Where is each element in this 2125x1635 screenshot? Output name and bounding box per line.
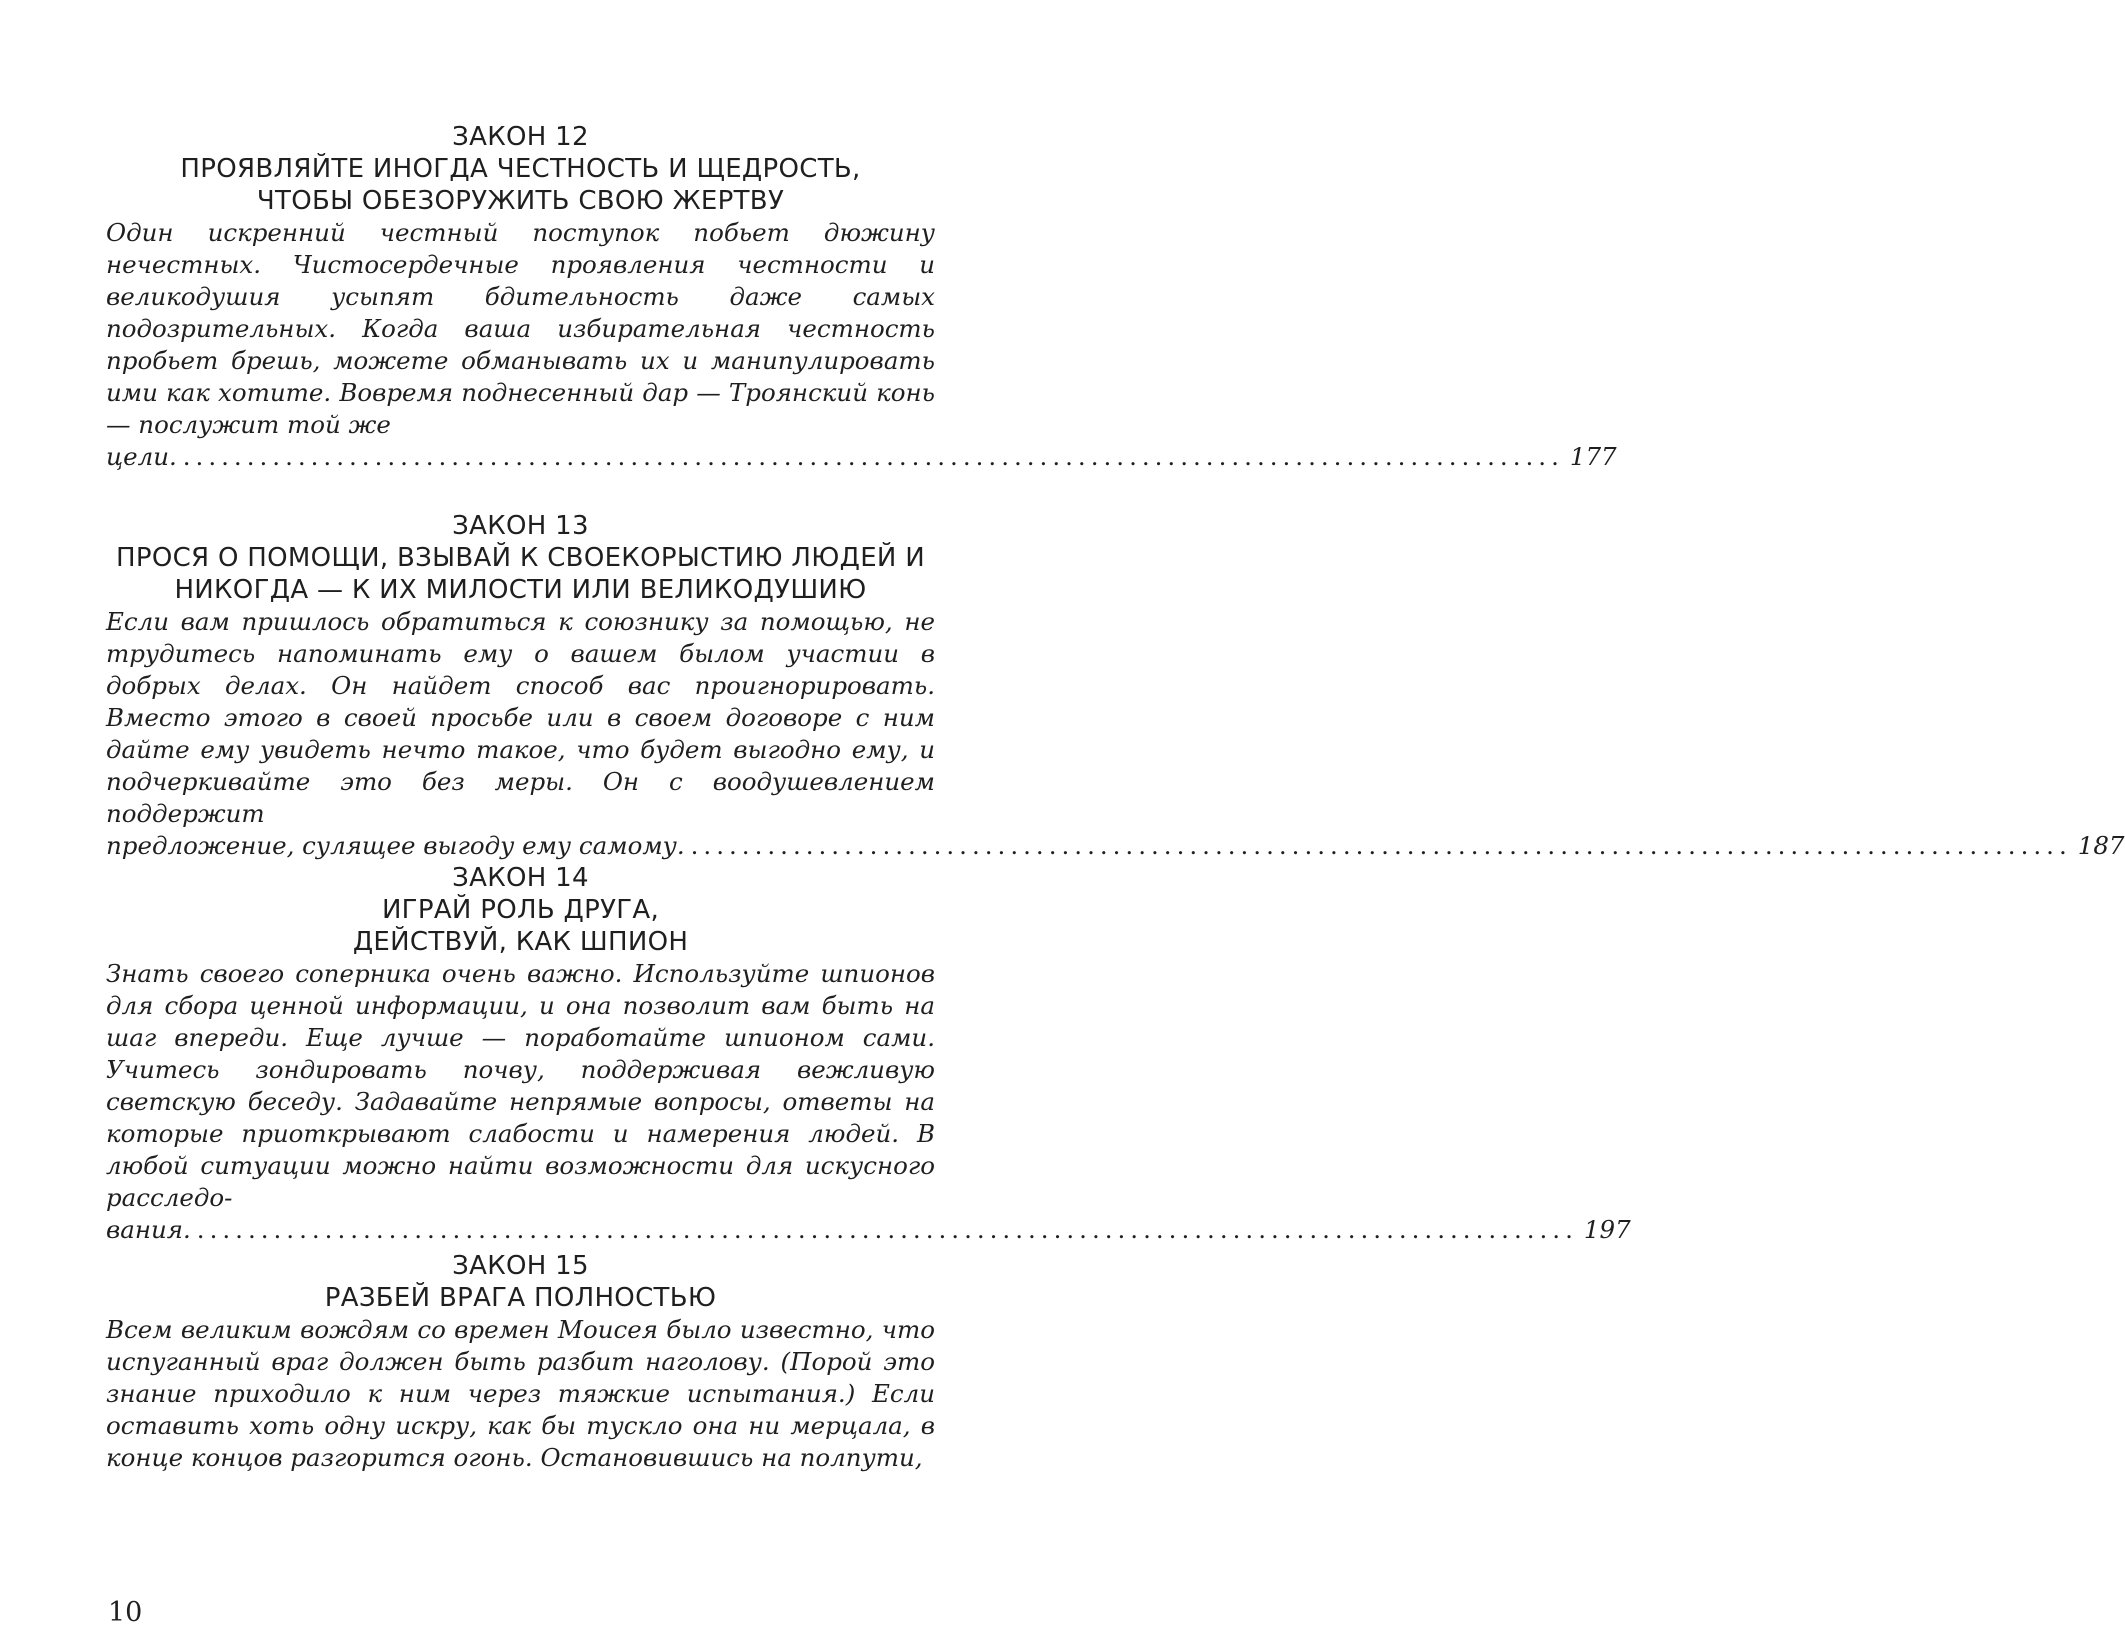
toc-entry-line: [106, 441, 1617, 473]
law-number: ЗАКОН 15: [452, 1251, 589, 1281]
law-number: ЗАКОН 13: [452, 511, 589, 541]
law-description: Знать своего соперника очень важно. Используйте шпионов для сбора ценной информации, и она позволит вам быть на шаг впереди. Еще лучше — поработайте шпионом сами. Учитесь зондировать почву, поддерживая вежливую светскую беседу. Задавайте непрямые вопросы, ответы на которые приоткрывают слабости и намерения людей. В любой ситуации можно найти возможности для искусного расследо-: [106, 959, 935, 1212]
law-number: ЗАКОН 14: [452, 863, 589, 893]
dot-leader: ............................................................................................................: [196, 1215, 1578, 1244]
toc-page-number: 197: [1583, 1215, 1631, 1244]
law-description-end: предложение, сулящее выгоду ему самому.: [106, 831, 685, 860]
law-description: Если вам пришлось обратиться к союзнику за помощью, не трудитесь напоминать ему о вашем былом участии в добрых делах. Он найдет способ вас проигнорировать. Вместо этого в своей просьбе или в своем договоре с ним дайте ему увидеть нечто такое, что будет выгодно ему, и подчеркивайте это без меры. Он с воодушевлением поддержит: [106, 607, 935, 828]
law-14-section: [106, 862, 1631, 1246]
dot-leader: ............................................................................................................: [182, 442, 1564, 471]
law-description: Всем великим вождям со времен Моисея было известно, что испуганный враг должен быть разбит наголову. (Порой это знание приходило к ним через тяжкие испытания.) Если оставить хоть одну искру, как бы тускло она ни мерцала, в конце концов разгорится огонь. Остановившись на полпути,: [106, 1315, 935, 1472]
page-number: 10: [108, 1597, 143, 1628]
toc-entry-line: [106, 1214, 1631, 1246]
law-description-end: вания.: [106, 1215, 191, 1244]
law-description: Один искренний честный поступок побьет дюжину нечестных. Чистосердечные проявления честности и великодушия усыпят бдительность даже самых подозрительных. Когда ваша избирательная честность пробьет брешь, можете обманывать их и манипулировать ими как хотите. Вовремя поднесенный дар — Троянский конь — послужит той же: [106, 218, 935, 439]
law-title: РАЗБЕЙ ВРАГА ПОЛНОСТЬЮ: [324, 1283, 717, 1313]
toc-entry-line: [106, 830, 2125, 862]
toc-page-number: 187: [2077, 831, 2125, 860]
law-title: ПРОСЯ О ПОМОЩИ, ВЗЫВАЙ К СВОЕКОРЫСТИЮ ЛЮДЕЙ И НИКОГДА — К ИХ МИЛОСТИ ИЛИ ВЕЛИКОДУШИЮ: [115, 543, 925, 605]
law-13-section: [106, 510, 2125, 862]
law-15-section: [106, 1250, 935, 1474]
law-description-end: цели.: [106, 442, 177, 471]
dot-leader: ............................................................................................................: [690, 831, 2072, 860]
toc-page-number: 177: [1569, 442, 1617, 471]
law-12-section: [106, 121, 1617, 473]
law-title: ПРОЯВЛЯЙТЕ ИНОГДА ЧЕСТНОСТЬ И ЩЕДРОСТЬ, ЧТОБЫ ОБЕЗОРУЖИТЬ СВОЮ ЖЕРТВУ: [180, 154, 861, 216]
law-title: ИГРАЙ РОЛЬ ДРУГА, ДЕЙСТВУЙ, КАК ШПИОН: [352, 895, 689, 957]
law-number: ЗАКОН 12: [452, 122, 589, 152]
